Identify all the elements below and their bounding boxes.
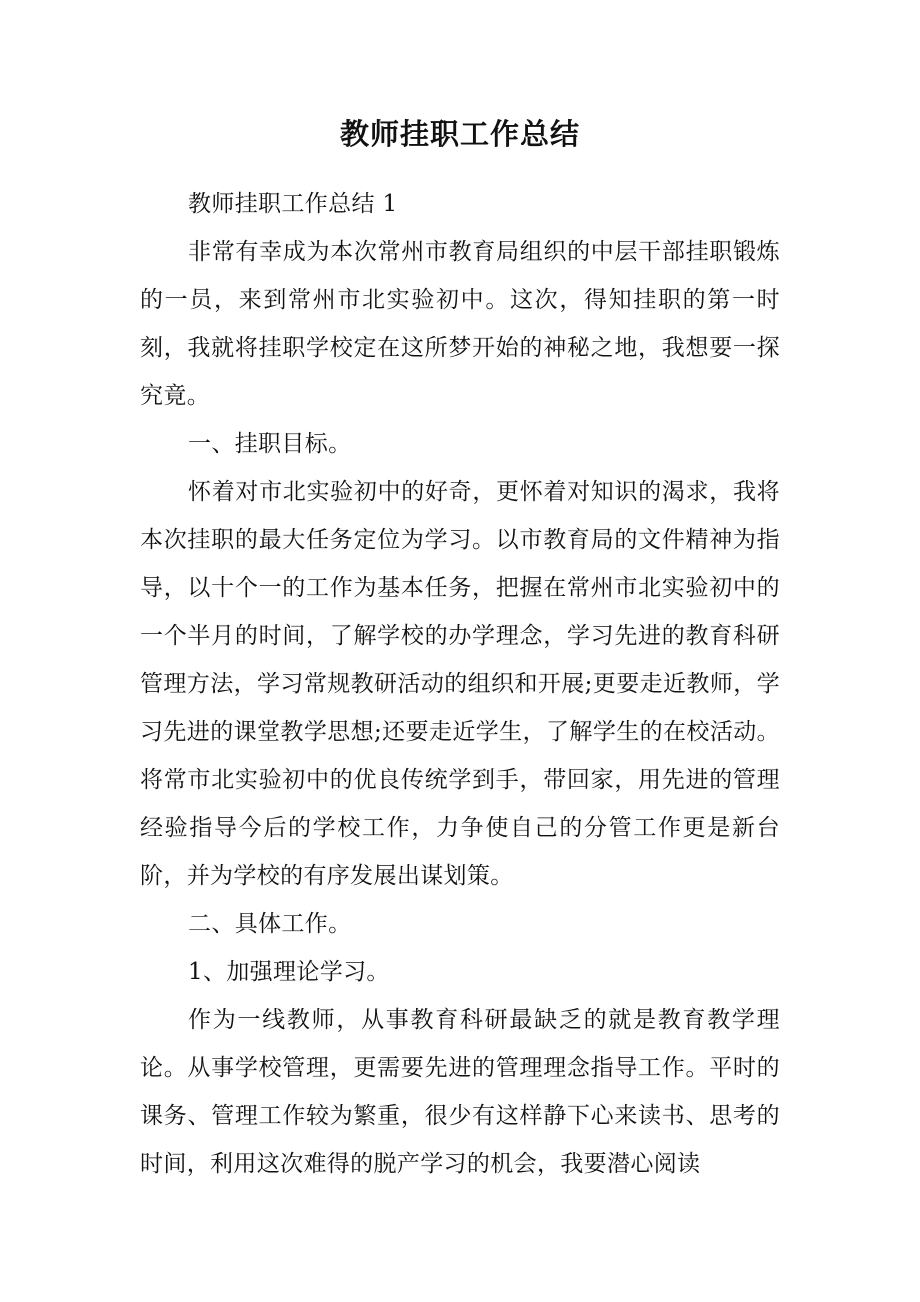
- paragraph-theory: 作为一线教师，从事教育科研最缺乏的就是教育教学理论。从事学校管理，更需要先进的管理理念指导工作。平时的课务、管理工作较为繁重，很少有这样静下心来读书、思考的时间，利用这次难得的脱产学习的机会，我要潜心阅读: [140, 1007, 780, 1177]
- paragraph-goals: 怀着对市北实验初中的好奇，更怀着对知识的渴求，我将本次挂职的最大任务定位为学习。以市教育局的文件精神为指导，以十个一的工作为基本任务，把握在常州市北实验初中的一个半月的时间，了解学校的办学理念，学习先进的教育科研管理方法，学习常规教研活动的组织和开展;更要走近教师，学习先进的课堂教学思想;还要走近学生，了解学生的在校活动。将常市北实验初中的优良传统学到手，带回家，用先进的管理经验指导今后的学校工作，力争使自己的分管工作更是新台阶，并为学校的有序发展出谋划策。: [140, 479, 780, 889]
- paragraph-intro: 非常有幸成为本次常州市教育局组织的中层干部挂职锻炼的一员，来到常州市北实验初中。这次，得知挂职的第一时刻，我就将挂职学校定在这所梦开始的神秘之地，我想要一探究竟。: [140, 239, 780, 409]
- document-title: 教师挂职工作总结: [339, 117, 580, 151]
- section-subtitle: 教师挂职工作总结 1: [188, 191, 398, 217]
- section-heading-work: 二、具体工作。: [188, 911, 352, 937]
- subsection-heading-theory: 1、加强理论学习。: [188, 959, 390, 985]
- section-heading-goals: 一、挂职目标。: [188, 431, 352, 457]
